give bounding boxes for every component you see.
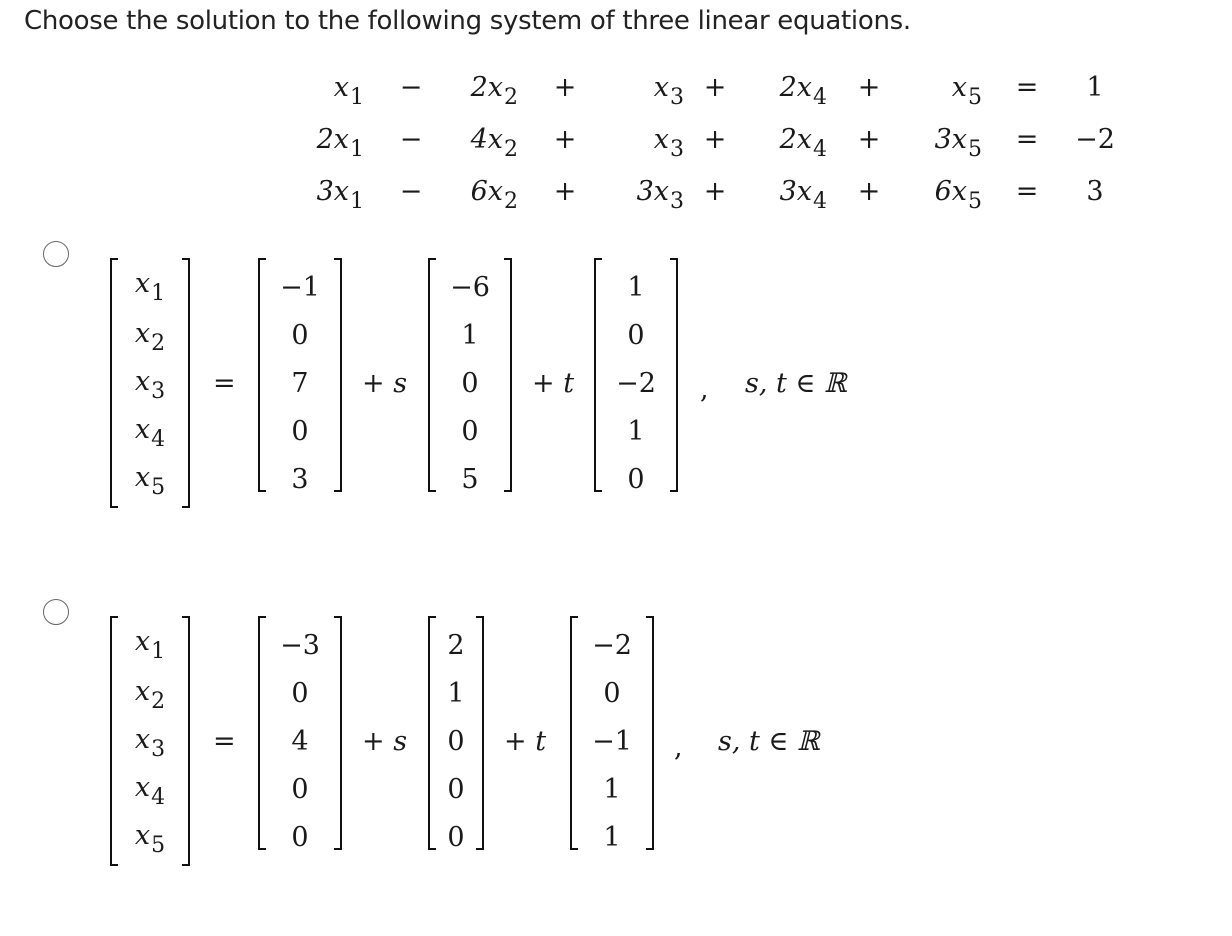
s-vector <box>428 616 484 853</box>
operator: − <box>399 72 423 103</box>
vector-entry: $x_4$ <box>134 772 166 810</box>
vector-entry: $x_5$ <box>134 820 166 858</box>
vector-entry: 0 <box>291 320 309 351</box>
plus-t: + t <box>504 726 547 757</box>
vector-entry: $x_1$ <box>134 626 166 664</box>
vector-entry: −6 <box>450 272 490 303</box>
term-3: $x_3$ <box>653 124 684 162</box>
operator: + <box>857 72 881 103</box>
vector-entry: 0 <box>603 678 621 709</box>
comma: , <box>674 732 683 763</box>
equals: = <box>213 726 236 757</box>
vector-entry: 0 <box>447 822 465 853</box>
vector-entry: 0 <box>627 464 645 495</box>
term-5: $3x_5$ <box>934 124 982 162</box>
vector-entry: 0 <box>447 726 465 757</box>
vector-entry: $x_5$ <box>134 462 166 500</box>
vector-entry: 0 <box>627 320 645 351</box>
vector-entry: 1 <box>603 822 621 853</box>
lhs-vector <box>110 616 190 866</box>
vector-entry: 1 <box>461 320 479 351</box>
term-1: $x_1$ <box>333 72 364 110</box>
vector-entry: 7 <box>291 368 309 399</box>
vector-entry: −1 <box>280 272 320 303</box>
vector-entry: −2 <box>616 368 656 399</box>
parameter-domain: s, t ∈ ℝ <box>718 726 820 757</box>
plus-t: + t <box>532 368 575 399</box>
operator: + <box>857 176 881 207</box>
term-3: $x_3$ <box>653 72 684 110</box>
operator: + <box>703 72 727 103</box>
plus-s: + s <box>362 368 408 399</box>
equals: = <box>1015 124 1039 155</box>
vector-entry: 3 <box>291 464 309 495</box>
term-4: $2x_4$ <box>779 72 827 110</box>
comma: , <box>700 374 709 405</box>
vector-entry: −2 <box>592 630 632 661</box>
vector-entry: 0 <box>291 774 309 805</box>
lhs-vector <box>110 258 190 508</box>
rhs: −2 <box>1075 124 1115 155</box>
particular-vector <box>258 258 342 495</box>
vector-entry: $x_1$ <box>134 268 166 306</box>
term-1: $2x_1$ <box>316 124 364 162</box>
vector-entry: 0 <box>291 678 309 709</box>
vector-entry: 0 <box>291 822 309 853</box>
rhs: 3 <box>1086 176 1104 207</box>
vector-entry: 5 <box>461 464 479 495</box>
operator: + <box>553 72 577 103</box>
term-1: $3x_1$ <box>316 176 364 214</box>
operator: + <box>703 124 727 155</box>
term-5: $x_5$ <box>951 72 982 110</box>
operator: + <box>857 124 881 155</box>
vector-entry: 1 <box>447 678 465 709</box>
question-text: Choose the solution to the following system of three linear equations. <box>24 6 911 36</box>
vector-entry: $x_3$ <box>134 366 166 404</box>
vector-entry: −1 <box>592 726 632 757</box>
term-2: $4x_2$ <box>470 124 518 162</box>
vector-entry: 0 <box>447 774 465 805</box>
vector-entry: $x_4$ <box>134 414 166 452</box>
term-3: $3x_3$ <box>636 176 684 214</box>
term-2: $2x_2$ <box>470 72 518 110</box>
term-2: $6x_2$ <box>470 176 518 214</box>
vector-entry: $x_2$ <box>134 676 166 714</box>
equals: = <box>1015 72 1039 103</box>
vector-entry: 1 <box>603 774 621 805</box>
equation-system <box>0 0 1232 230</box>
vector-entry: 0 <box>291 416 309 447</box>
t-vector <box>570 616 654 853</box>
operator: + <box>703 176 727 207</box>
particular-vector <box>258 616 342 853</box>
plus-s: + s <box>362 726 408 757</box>
t-vector <box>594 258 678 495</box>
term-4: $2x_4$ <box>779 124 827 162</box>
vector-entry: $x_2$ <box>134 318 166 356</box>
equals: = <box>213 368 236 399</box>
term-5: $6x_5$ <box>934 176 982 214</box>
operator: + <box>553 176 577 207</box>
vector-entry: $x_3$ <box>134 724 166 762</box>
operator: − <box>399 176 423 207</box>
vector-entry: 1 <box>627 272 645 303</box>
parameter-domain: s, t ∈ ℝ <box>745 368 847 399</box>
equals: = <box>1015 176 1039 207</box>
term-4: $3x_4$ <box>779 176 827 214</box>
vector-entry: 1 <box>627 416 645 447</box>
option-2[interactable] <box>0 616 1232 916</box>
vector-entry: 0 <box>461 368 479 399</box>
option-1[interactable] <box>0 258 1232 558</box>
vector-entry: 4 <box>291 726 309 757</box>
operator: − <box>399 124 423 155</box>
vector-entry: −3 <box>280 630 320 661</box>
rhs: 1 <box>1086 72 1104 103</box>
operator: + <box>553 124 577 155</box>
s-vector <box>428 258 512 495</box>
vector-entry: 0 <box>461 416 479 447</box>
vector-entry: 2 <box>447 630 465 661</box>
